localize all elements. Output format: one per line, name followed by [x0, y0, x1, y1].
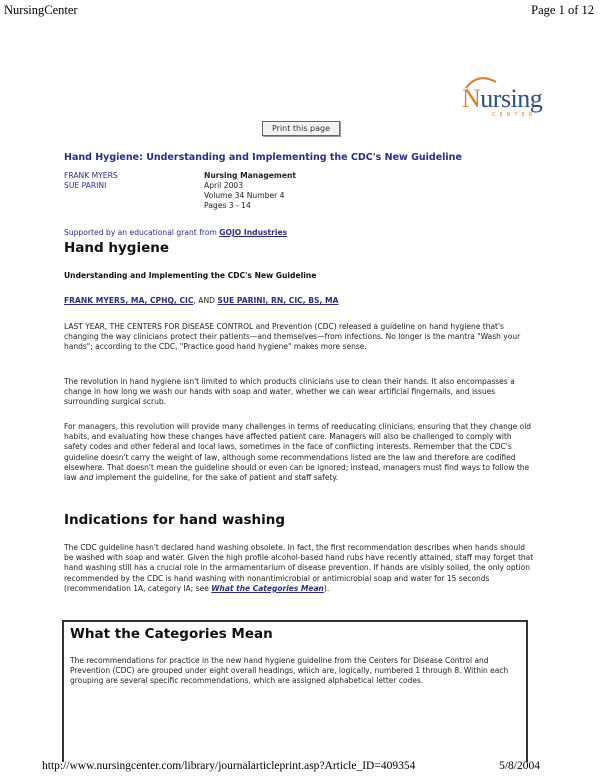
byline-and: , AND — [193, 296, 215, 305]
logo-subtext: CENTER — [492, 112, 537, 118]
author-list — [64, 171, 118, 191]
logo-text-rest: ursing — [480, 84, 543, 113]
article-title: Hand Hygiene: Understanding and Implementing the CDC's New Guideline — [64, 152, 462, 163]
header-site: NursingCenter — [4, 3, 78, 17]
author-name[interactable]: SUE PARINI — [64, 181, 107, 190]
body-paragraph — [64, 422, 534, 483]
publication-meta — [204, 171, 296, 211]
emphasis-text: and — [79, 473, 94, 483]
categories-sidebar-box — [62, 620, 528, 762]
author-name[interactable]: FRANK MYERS — [64, 171, 118, 180]
volume-number: Volume 34 Number 4 — [204, 191, 285, 200]
journal-name: Nursing Management — [204, 171, 297, 180]
sponsor-prefix: Supported by an educational grant from — [64, 228, 217, 237]
byline-author-link[interactable]: FRANK MYERS, MA, CPHQ, CIC — [64, 296, 194, 305]
print-this-page-button[interactable]: Print this page — [262, 121, 340, 136]
body-paragraph: The revolution in hand hygiene isn't limited to which products clinicians use to clean their hands. It also encompasses a change in how long we wash our hands with soap and water, whether we can wear artificial fingernails, and issues surrounding surgical scrub. — [64, 377, 515, 407]
nursingcenter-logo[interactable] — [456, 74, 576, 120]
paragraph-text: implement the guideline, for the sake of patient and staff safety. — [95, 473, 339, 483]
footer-date: 5/8/2004 — [499, 760, 540, 772]
section-heading: Indications for hand washing — [64, 512, 286, 528]
publication-date: April 2003 — [204, 181, 244, 190]
article-subheading: Understanding and Implementing the CDC's New Guideline — [64, 271, 317, 280]
sponsor-link[interactable]: GOJO Industries — [219, 228, 288, 237]
footer-url: http://www.nursingcenter.com/library/journalarticleprint.asp?Article_ID=409354 — [42, 760, 416, 772]
body-paragraph — [64, 543, 534, 594]
paragraph-end: ). — [323, 583, 330, 593]
box-title: What the Categories Mean — [70, 626, 273, 642]
categories-link[interactable]: What the Categories Mean — [211, 583, 324, 593]
byline — [64, 296, 338, 305]
paragraph-text: The CDC guideline hasn't declared hand washing obsolete. In fact, the first recommendation describes when hands should be washed with soap and water. Given the high profile alcohol-based hand rubs have recently attained, staff may forget that hand washing still has a crucial role in the armamentarium of disease prevention. If hands are visibly soiled, the only option recommended by the CDC is hand washing with nonantimicrobial or antimicrobial soap and water for 15 seconds (recommendation 1A, category IA; see — [64, 543, 534, 593]
article-heading: Hand hygiene — [64, 240, 170, 256]
paragraph-text: For managers, this revolution will provide many challenges in terms of reeducating clinicians, ensuring that they change old habits, and evaluating how these changes have affected patient care. Managers will also be challenged to comply with safety codes and other federal and local laws, sometimes in the face of conflicting interests. Remember that the CDC's guideline doesn't carry the weight of law, although some recommendations listed are the law and therefore are codified elsewhere. That doesn't mean the guideline should or even can be ignored; instead, managers must find ways to follow the law — [64, 422, 532, 483]
box-paragraph: The recommendations for practice in the new hand hygiene guideline from the Centers for Disease Control and Prevention (CDC) are grouped under eight overall headings, which are, logically, numbered 1 through 8. Within each grouping are several specific recommendations, which are assigned alphabetical letter codes. — [70, 656, 509, 686]
header-page-number: Page 1 of 12 — [531, 3, 594, 17]
print-header — [0, 0, 600, 22]
byline-author-link[interactable]: SUE PARINI, RN, CIC, BS, MA — [217, 296, 339, 305]
sponsor-line — [64, 228, 287, 237]
print-footer — [0, 758, 600, 776]
page-range: Pages 3 - 14 — [204, 201, 251, 210]
body-paragraph: LAST YEAR, THE CENTERS FOR DISEASE CONTROL and Prevention (CDC) released a guideline on hand hygiene that's changing the way clinicians protect their patients—and themselves—from infections. No longer is the mantra "Wash your hands"; according to the CDC, "Practice good hand hygiene" makes more sense. — [64, 322, 521, 352]
logo-wordmark: Nursing — [462, 84, 543, 113]
